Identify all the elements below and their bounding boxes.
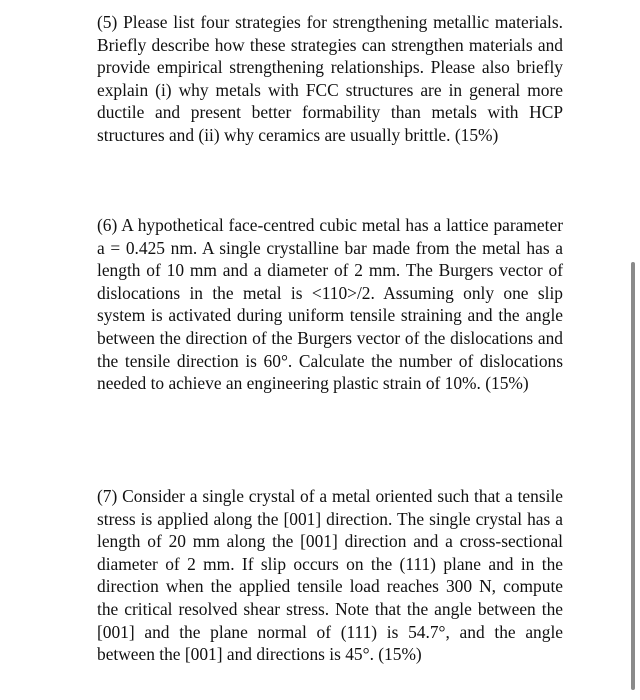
question-7 (97, 485, 563, 666)
question-5 (97, 11, 563, 147)
question-6-text: (6) A hypothetical face-centred cubic metal has a lattice parameter a = 0.425 nm. A single crystalline bar made from the metal has a length of 10 mm and a diameter of 2 mm. The Burgers vector of dislocations in the metal is <110>/2. Assuming only one slip system is activated during uniform tensile straining and the angle between the direction of the Burgers vector of the dislocations and the tensile direction is 60°. Calculate the number of dislocations needed to achieve an engineering plastic strain of 10%. (15%) (97, 215, 563, 394)
vertical-scrollbar[interactable] (631, 262, 635, 690)
question-7-text: (7) Consider a single crystal of a metal oriented such that a tensile stress is applied along the [001] direction. The single crystal has a length of 20 mm along the [001] direction and a cross-sectional diameter of 2 mm. If slip occurs on the (111) plane and in the direction when the applied tensile load reaches 300 N, compute the critical resolved shear stress. Note that the angle between the [001] and the plane normal of (111) is 54.7°, and the angle between the [001] and directions is 45°. (15%) (97, 486, 563, 665)
question-5-text: (5) Please list four strategies for strengthening metallic materials. Briefly describe how these strategies can strengthen materials and provide empirical strengthening relationships. Please also briefly explain (i) why metals with FCC structures are in general more ductile and present better formability than metals with HCP structures and (ii) why ceramics are usually brittle. (15%) (97, 12, 563, 145)
question-6 (97, 214, 563, 395)
